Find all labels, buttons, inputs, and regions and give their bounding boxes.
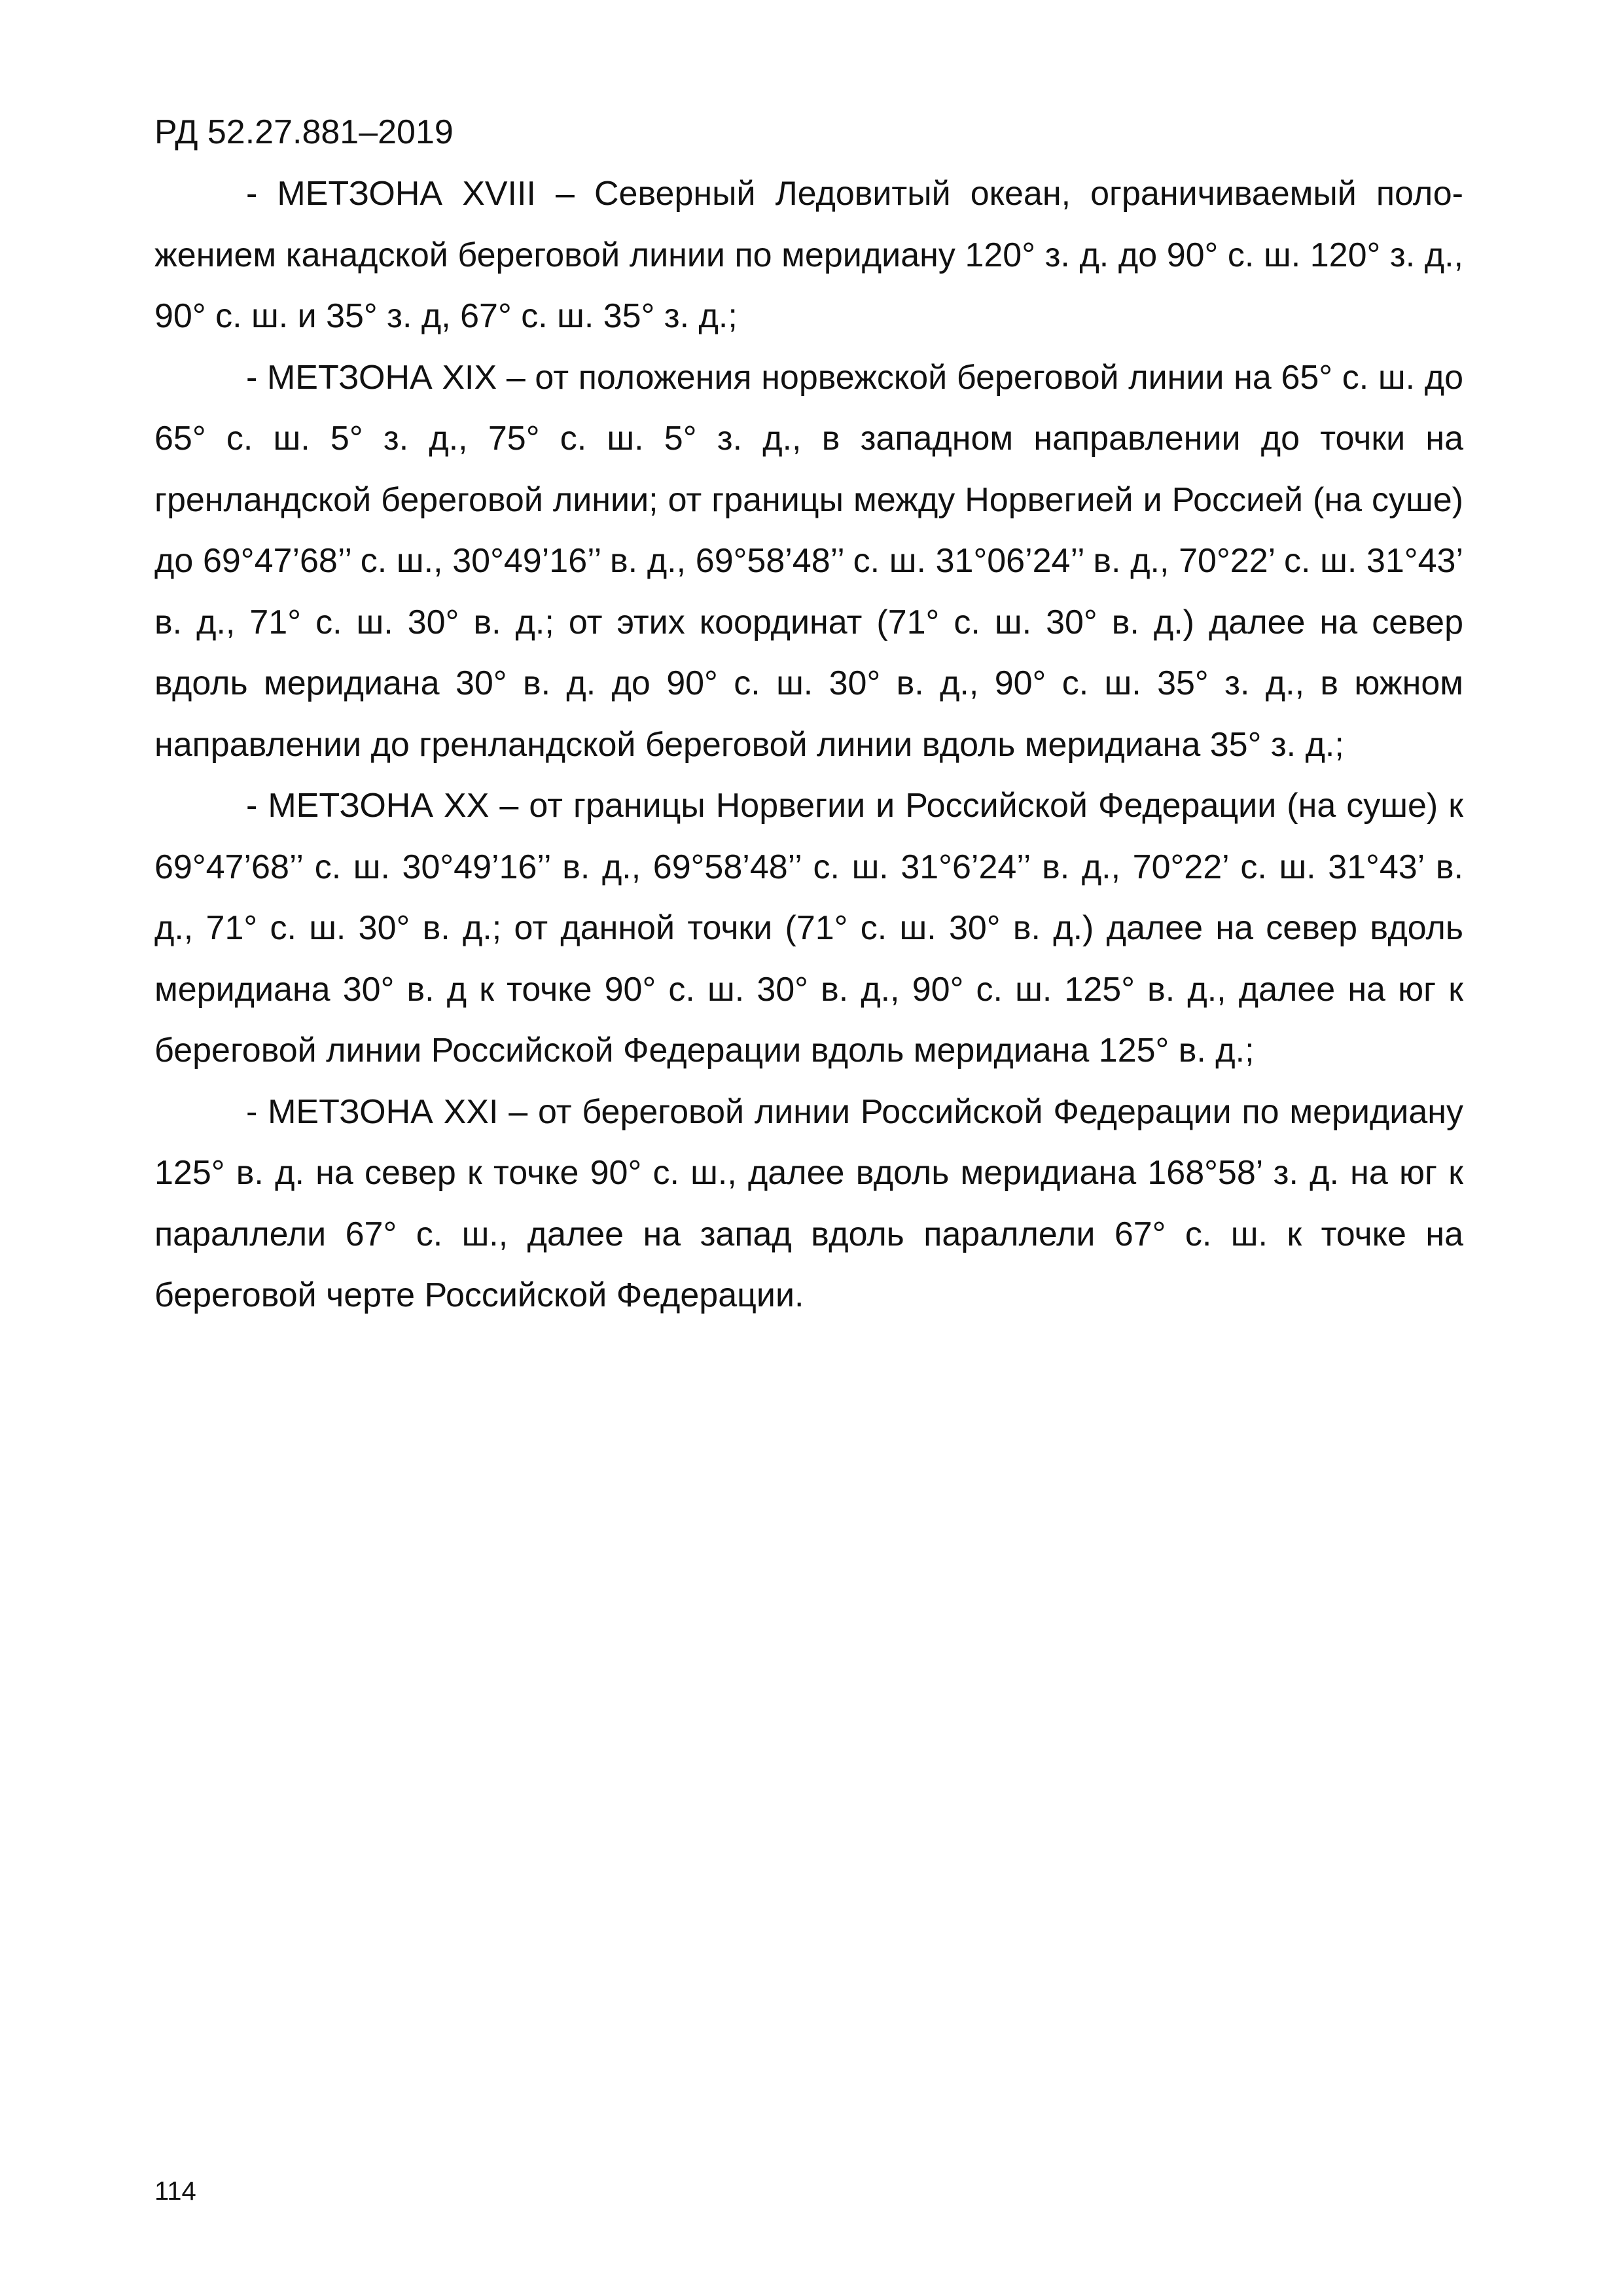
paragraph-metzone-18: - МЕТЗОНА XVIII – Северный Ледовитый океан, ограничиваемый положением канадской береговой линии по меридиану 120° з. д. до 90° с. ш. 120° з. д., 90° с. ш. и 35° з. д, 67° с. ш. 35° з. д.; — [154, 175, 1463, 335]
document-body — [154, 164, 1463, 1327]
paragraph-metzone-20: - МЕТЗОНА XX – от границы Норвегии и Российской Федерации (на суше) к 69°47’68’’ с. ш. 30°49’16’’ в. д., 69°58’48’’ с. ш. 31°6’24’’ в. д., 70°22’ с. ш. 31°43’ в. д., 71° с. ш. 30° в. д.; от данной точки (71° с. ш. 30° в. д.) далее на север вдоль меридиана 30° в. д к точке 90° с. ш. 30° в. д., 90° с. ш. 125° в. д., далее на юг к береговой линии Российской Федерации вдоль меридиана 125° в. д.; — [154, 787, 1463, 1069]
document-code-header: РД 52.27.881–2019 — [154, 113, 454, 151]
paragraph-metzone-19: - МЕТЗОНА XIX – от положения норвежской береговой линии на 65° с. ш. до 65° с. ш. 5° з. д., 75° с. ш. 5° з. д., в западном направлении до точки на гренландской береговой линии; от границы между Норвегией и Россией (на суше) до 69°47’68’’ с. ш., 30°49’16’’ в. д., 69°58’48’’ с. ш. 31°06’24’’ в. д., 70°22’ с. ш. 31°43’ в. д., 71° с. ш. 30° в. д.; от этих координат (71° с. ш. 30° в. д.) далее на север вдоль меридиана 30° в. д. до 90° с. ш. 30° в. д., 90° с. ш. 35° з. д., в южном направлении до гренландской береговой линии вдоль меридиана 35° з. д.; — [154, 358, 1463, 764]
paragraph-metzone-21: - МЕТЗОНА XXI – от береговой линии Российской Федерации по меридиану 125° в. д. на север к точке 90° с. ш., далее вдоль меридиана 168°58’ з. д. на юг к параллели 67° с. ш., далее на запад вдоль параллели 67° с. ш. к точке на береговой черте Российской Федерации. — [154, 1092, 1463, 1314]
page-number: 114 — [154, 2177, 196, 2206]
